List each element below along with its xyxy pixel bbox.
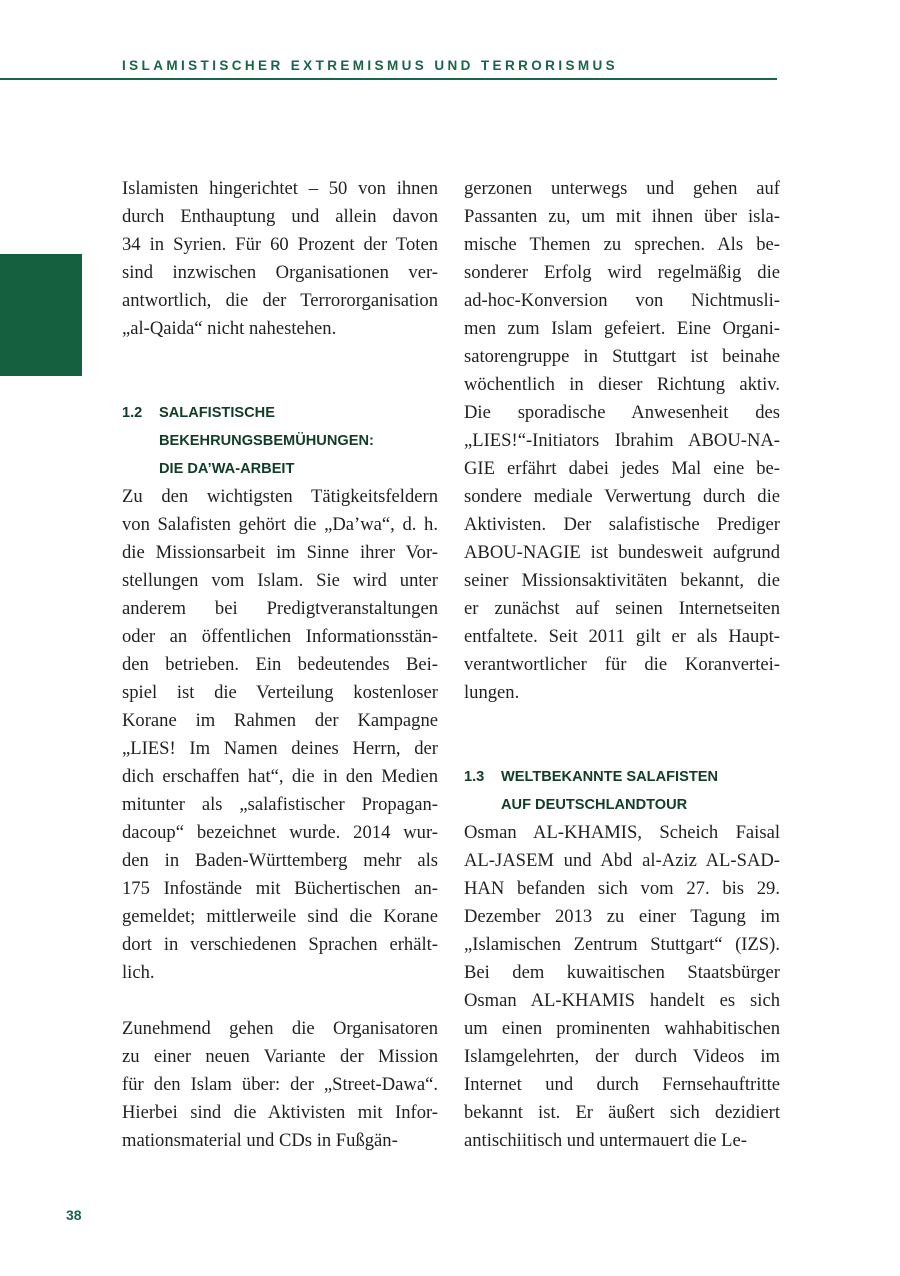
text-line: „LIES! Im Namen deines Herrn, der — [122, 738, 438, 759]
text-line: Zu den wichtigsten Tätigkeitsfeldern — [122, 486, 438, 507]
text-line: Dezember 2013 zu einer Tagung im — [464, 906, 780, 927]
heading-line: AUF DEUTSCHLANDTOUR — [501, 797, 688, 813]
text-line: Passanten zu, um mit ihnen über isla- — [464, 206, 780, 227]
text-line: Osman AL-KHAMIS handelt es sich — [464, 990, 780, 1011]
left-paragraph-intro — [122, 175, 438, 343]
text-line: mitunter als „salafistischer Propagan- — [122, 794, 438, 815]
text-line: den in Baden-Württemberg mehr als — [122, 850, 438, 871]
text-line: Zunehmend gehen die Organisatoren — [122, 1018, 438, 1039]
text-line: stellungen vom Islam. Sie wird unter — [122, 570, 438, 591]
text-line: GIE erfährt dabei jedes Mal eine be- — [464, 458, 780, 479]
text-line: von Salafisten gehört die „Da’wa“, d. h. — [122, 514, 438, 535]
text-line: AL-JASEM und Abd al-Aziz AL-SAD- — [464, 850, 780, 871]
text-line: die Missionsarbeit im Sinne ihrer Vor- — [122, 542, 438, 563]
text-line: durch Enthauptung und allein davon — [122, 206, 438, 227]
text-line: „Islamischen Zentrum Stuttgart“ (IZS). — [464, 934, 780, 955]
text-line: er zunächst auf seinen Internetseiten — [464, 598, 780, 619]
heading-number: 1.2 — [122, 405, 143, 421]
page-number: 38 — [66, 1207, 82, 1223]
text-line: ABOU-NAGIE ist bundesweit aufgrund — [464, 542, 780, 563]
heading-number: 1.3 — [464, 769, 485, 785]
heading-1-2 — [122, 399, 438, 483]
text-line: „al-Qaida“ nicht nahestehen. — [122, 318, 337, 339]
text-line: mationsmaterial und CDs in Fußgän- — [122, 1130, 398, 1151]
text-line: anderem bei Predigtveranstaltungen — [122, 598, 438, 619]
text-line: satorengruppe in Stuttgart ist beinahe — [464, 346, 780, 367]
text-line: wöchentlich in dieser Richtung aktiv. — [464, 374, 780, 395]
text-line: seiner Missionsaktivitäten bekannt, die — [464, 570, 780, 591]
text-line: Internet und durch Fernsehauftritte — [464, 1074, 780, 1095]
text-line: 34 in Syrien. Für 60 Prozent der Toten — [122, 234, 438, 255]
text-line: ad-hoc-Konversion von Nichtmusli- — [464, 290, 780, 311]
text-line: Aktivisten. Der salafistische Prediger — [464, 514, 780, 535]
text-line: um einen prominenten wahhabitischen — [464, 1018, 780, 1039]
text-line: Korane im Rahmen der Kampagne — [122, 710, 438, 731]
text-line: Die sporadische Anwesenheit des — [464, 402, 780, 423]
text-line: dich erschaffen hat“, die in den Medien — [122, 766, 438, 787]
text-line: sind inzwischen Organisationen ver- — [122, 262, 438, 283]
left-paragraph-street-dawa — [122, 1015, 438, 1155]
text-line: mische Themen zu sprechen. Als be- — [464, 234, 780, 255]
text-line: verantwortlicher für die Koranvertei- — [464, 654, 780, 675]
chapter-side-tab — [0, 254, 82, 376]
text-line: gerzonen unterwegs und gehen auf — [464, 178, 780, 199]
text-line: den betrieben. Ein bedeutendes Bei- — [122, 654, 438, 675]
heading-line: DIE DA’WA-ARBEIT — [159, 461, 295, 477]
text-line: dort in verschiedenen Sprachen erhält- — [122, 934, 438, 955]
heading-line: WELTBEKANNTE SALAFISTEN — [501, 769, 719, 785]
text-line: entfaltete. Seit 2011 gilt er als Haupt- — [464, 626, 780, 647]
text-line: Bei dem kuwaitischen Staatsbürger — [464, 962, 780, 983]
text-line: bekannt ist. Er äußert sich dezidiert — [464, 1102, 780, 1123]
text-line: oder an öffentlichen Informationsstän- — [122, 626, 438, 647]
text-line: antwortlich, die der Terrororganisation — [122, 290, 438, 311]
text-line: 175 Infostände mit Büchertischen an- — [122, 878, 438, 899]
heading-1-3 — [464, 763, 780, 819]
text-line: antischiitisch und untermauert die Le- — [464, 1130, 747, 1151]
text-line: gemeldet; mittlerweile sind die Korane — [122, 906, 438, 927]
text-line: HAN befanden sich vom 27. bis 29. — [464, 878, 780, 899]
text-line: Hierbei sind die Aktivisten mit Infor- — [122, 1102, 438, 1123]
text-line: für den Islam über: der „Street-Dawa“. — [122, 1074, 438, 1095]
heading-line: SALAFISTISCHE — [159, 405, 275, 421]
text-line: dacoup“ bezeichnet wurde. 2014 wur- — [122, 822, 438, 843]
text-line: „LIES!“-Initiators Ibrahim ABOU-NA- — [464, 430, 780, 451]
text-line: spiel ist die Verteilung kostenloser — [122, 682, 438, 703]
text-line: Osman AL-KHAMIS, Scheich Faisal — [464, 822, 780, 843]
running-header: ISLAMISTISCHER EXTREMISMUS UND TERRORISMUS — [122, 58, 619, 73]
text-line: zu einer neuen Variante der Mission — [122, 1046, 438, 1067]
text-line: Islamisten hingerichtet – 50 von ihnen — [122, 178, 438, 199]
header-rule — [0, 78, 777, 80]
right-paragraph-continued — [464, 175, 780, 707]
text-line: lungen. — [464, 682, 520, 703]
text-line: Islamgelehrten, der durch Videos im — [464, 1046, 780, 1067]
right-paragraph-khamis — [464, 819, 780, 1155]
heading-line: BEKEHRUNGSBEMÜHUNGEN: — [159, 433, 374, 449]
text-line: lich. — [122, 962, 155, 983]
left-paragraph-dawa — [122, 483, 438, 987]
text-line: sondere mediale Verwertung durch die — [464, 486, 780, 507]
text-line: sonderer Erfolg wird regelmäßig die — [464, 262, 780, 283]
text-line: men zum Islam gefeiert. Eine Organi- — [464, 318, 780, 339]
